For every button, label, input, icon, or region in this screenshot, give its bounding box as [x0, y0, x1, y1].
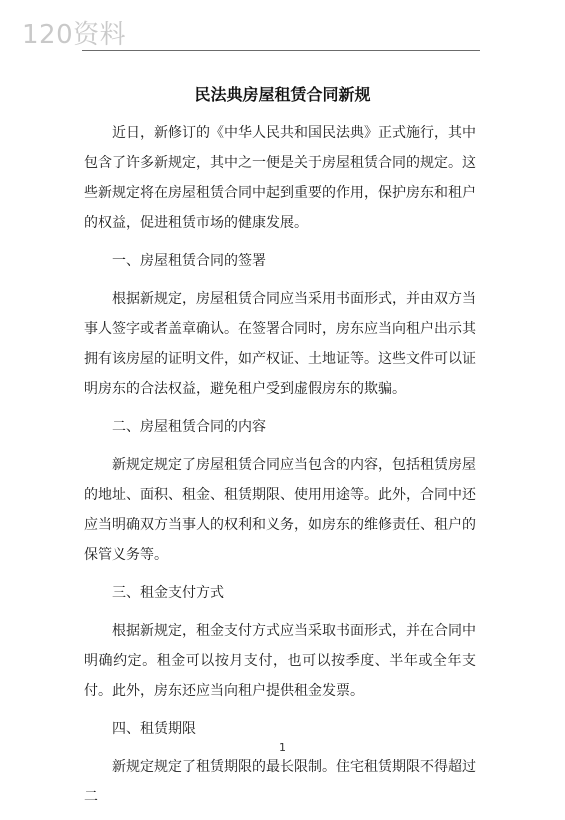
contents-paragraph: 新规定规定了房屋租赁合同应当包含的内容，包括租赁房屋的地址、面积、租金、租赁期限、使用用途等。此外，合同中还应当明确双方当事人的权利和义务，如房东的维修责任、租户的保管义务等。	[84, 457, 476, 563]
term-paragraph: 新规定规定了租赁期限的最长限制。住宅租赁期限不得超过二	[84, 759, 476, 805]
signing-paragraph: 根据新规定，房屋租赁合同应当采用书面形式，并由双方当事人签字或者盖章确认。在签署合同时，房东应当向租户出示其拥有该房屋的证明文件，如产权证、土地证等。这些文件可以证明房东的合法权益，避免租户受到虚假房东的欺骗。	[84, 291, 476, 397]
page-number: 1	[279, 741, 286, 754]
intro-paragraph: 近日，新修订的《中华人民共和国民法典》正式施行，其中包含了许多新规定，其中之一便是关于房屋租赁合同的规定。这些新规定将在房屋租赁合同中起到重要的作用，保护房东和租户的权益，促进租赁市场的健康发展。	[84, 125, 476, 231]
watermark-logo: 120资料	[22, 20, 127, 50]
section-heading-payment: 三、租金支付方式	[112, 585, 224, 601]
section-heading-contents: 二、房屋租赁合同的内容	[112, 419, 266, 435]
document-body	[84, 118, 476, 820]
document-title: 民法典房屋租赁合同新规	[194, 85, 371, 104]
payment-paragraph: 根据新规定，租金支付方式应当采取书面形式，并在合同中明确约定。租金可以按月支付，也可以按季度、半年或全年支付。此外，房东还应当向租户提供租金发票。	[84, 623, 476, 699]
section-heading-signing: 一、房屋租赁合同的签署	[112, 253, 266, 269]
section-heading-term: 四、租赁期限	[112, 721, 196, 737]
header-divider	[82, 50, 480, 51]
